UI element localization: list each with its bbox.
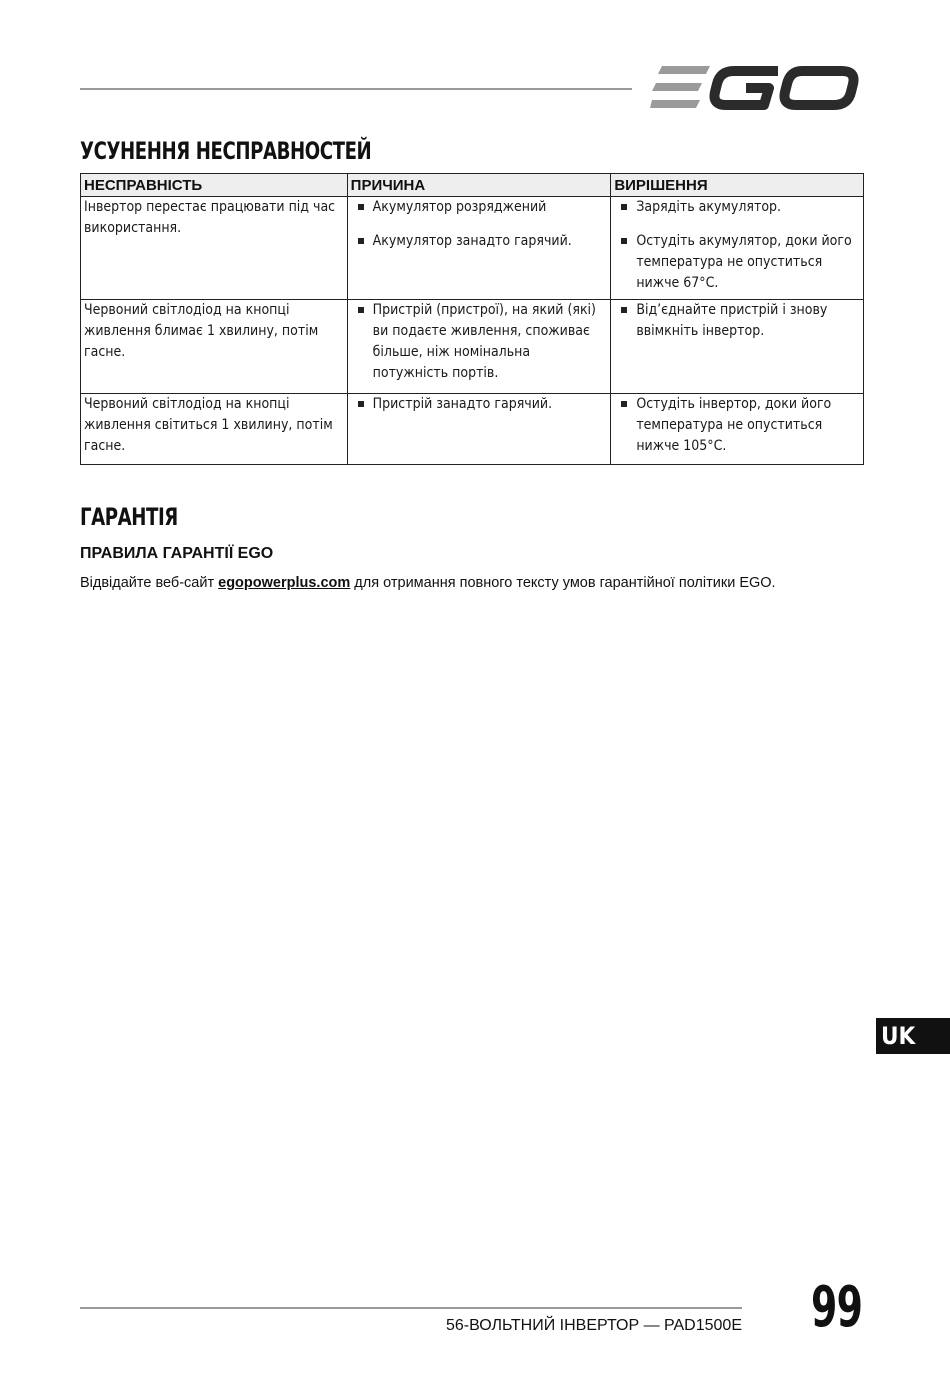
solution-list [614,197,860,294]
cause-list [351,394,608,415]
warranty-text [80,575,776,591]
solution-item: Остудіть акумулятор, доки його температура не опуститься нижче 67°C. [614,231,860,294]
solution-item: Від’єднайте пристрій і знову ввімкніть інвертор. [614,300,860,342]
warranty-text-before: Відвідайте веб-сайт [80,575,219,591]
solution-list [614,394,860,457]
troubleshooting-table [80,173,864,465]
footer-rule [80,1307,742,1309]
troubleshooting-title: УСУНЕННЯ НЕСПРАВНОСТЕЙ [80,137,372,165]
logo-e-bars [650,66,710,108]
cause-item: Пристрій (пристрої), на який (які) ви подаєте живлення, споживає більше, ніж номінальна потужність портів. [351,300,608,384]
page-number: 99 [810,1275,862,1340]
cause-list [351,197,608,252]
column-header-cause: ПРИЧИНА [347,174,611,197]
solution-cell [611,197,864,300]
warranty-link[interactable]: egopowerplus.com [218,575,351,591]
language-tab: UK [876,1018,950,1054]
table-header-row [81,174,864,197]
cause-item: Пристрій занадто гарячий. [351,394,608,415]
ego-logo [650,62,862,114]
solution-item: Остудіть інвертор, доки його температура не опуститься нижче 105°C. [614,394,860,457]
cause-cell [347,394,611,465]
cause-item: Акумулятор занадто гарячий. [351,231,608,252]
solution-cell [611,300,864,394]
problem-cell: Червоний світлодіод на кнопці живлення блимає 1 хвилину, потім гасне. [81,300,348,394]
cause-cell [347,197,611,300]
footer-product-title: 56-ВОЛЬТНИЙ ІНВЕРТОР — PAD1500E [445,1317,742,1334]
header-rule [80,88,632,90]
cause-list [351,300,608,384]
table-row [81,394,864,465]
problem-cell: Червоний світлодіод на кнопці живлення світиться 1 хвилину, потім гасне. [81,394,348,465]
warranty-subtitle: ПРАВИЛА ГАРАНТІЇ EGO [80,545,274,562]
warranty-text-after: для отримання повного тексту умов гарантійної політики EGO. [350,575,776,591]
table-row [81,300,864,394]
solution-cell [611,394,864,465]
cause-cell [347,300,611,394]
column-header-problem: НЕСПРАВНІСТЬ [81,174,348,197]
cause-item: Акумулятор розряджений [351,197,608,218]
logo-go-letters [714,71,853,105]
solution-item: Зарядіть акумулятор. [614,197,860,218]
warranty-title: ГАРАНТІЯ [80,503,178,531]
column-header-solution: ВИРІШЕННЯ [611,174,864,197]
solution-list [614,300,860,342]
table-row [81,197,864,300]
problem-cell: Інвертор перестає працювати під час використання. [81,197,348,300]
